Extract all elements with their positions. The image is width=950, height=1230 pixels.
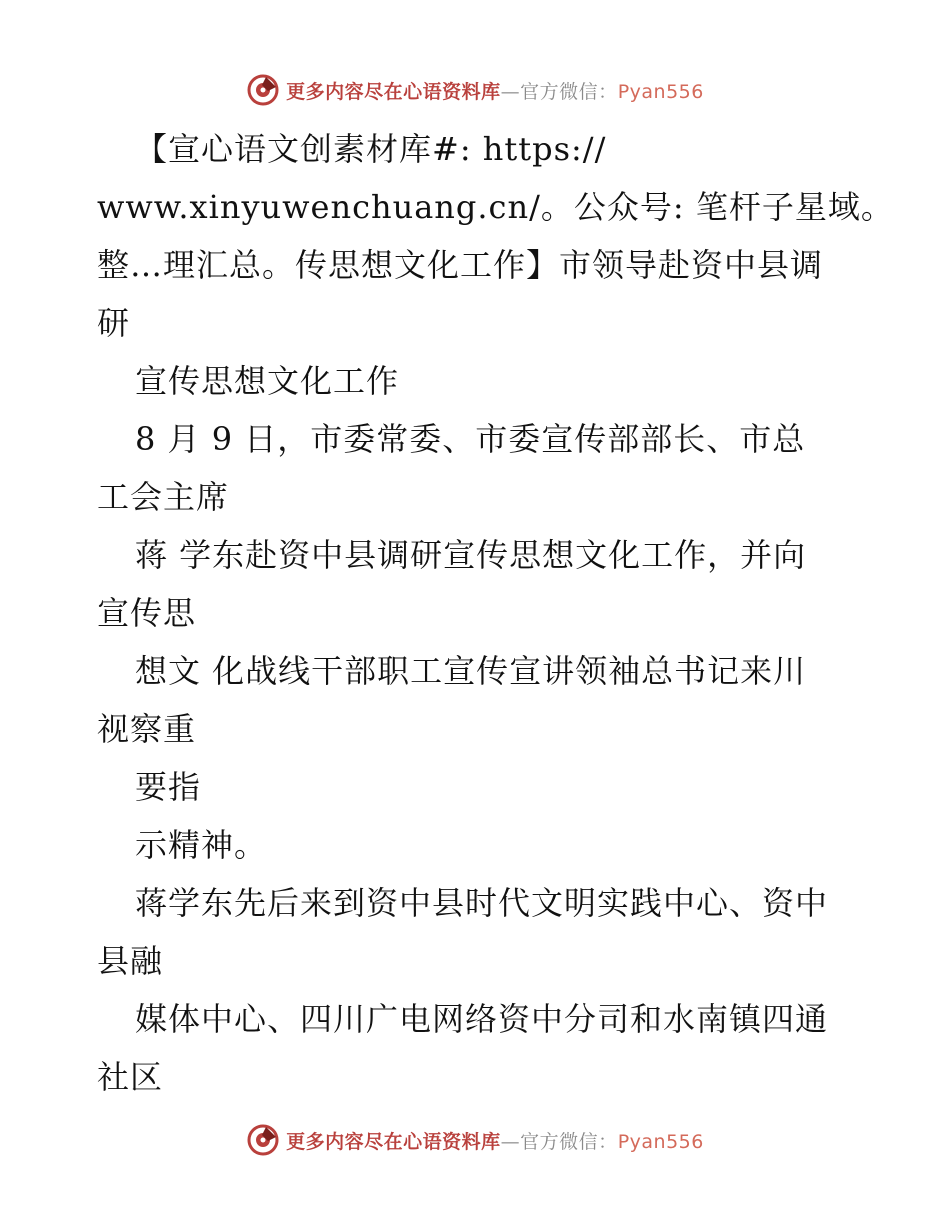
banner-wechat-label: 官方微信： — [520, 1130, 618, 1153]
paragraph-line: 示精神。 — [135, 826, 268, 864]
banner-dash: — — [500, 1130, 521, 1153]
banner-main-text: 更多内容尽在心语资料库 — [286, 1130, 501, 1153]
paragraph-line: 工会主席 — [97, 478, 230, 516]
paragraph-line: 要指 — [135, 768, 202, 806]
header-banner — [0, 70, 950, 110]
banner-label — [286, 77, 704, 104]
pen-circle-logo-icon — [246, 73, 280, 107]
paragraph-line: 想文 化战线干部职工宣传宣讲领袖总书记来川 — [135, 652, 807, 690]
paragraph-line: 宣传思想文化工作 — [135, 362, 400, 400]
banner-main-text: 更多内容尽在心语资料库 — [286, 80, 501, 103]
paragraph-line: 社区 — [97, 1058, 164, 1096]
paragraph-line: 蒋学东先后来到资中县时代文明实践中心、资中 — [135, 884, 829, 922]
paragraph-line: 整…理汇总。传思想文化工作】市领导赴资中县调 — [97, 246, 824, 284]
paragraph-line: 宣传思 — [97, 594, 197, 632]
banner-wechat-id: Pyan556 — [617, 1130, 704, 1153]
paragraph-line: www.xinyuwenchuang.cn/。公众号: 笔杆子星域。 — [97, 188, 894, 226]
paragraph-line: 蒋 学东赴资中县调研宣传思想文化工作，并向 — [135, 536, 807, 574]
paragraph-line: 县融 — [97, 942, 164, 980]
document-body — [97, 120, 894, 1106]
paragraph-line: 视察重 — [97, 710, 197, 748]
banner-wechat-label: 官方微信： — [520, 80, 618, 103]
pen-circle-logo-icon — [246, 1123, 280, 1157]
banner-dash: — — [500, 80, 521, 103]
paragraph-line: 研 — [97, 304, 131, 342]
paragraph-line: 8 月 9 日，市委常委、市委宣传部部长、市总 — [135, 420, 806, 458]
paragraph-line: 媒体中心、四川广电网络资中分司和水南镇四通 — [135, 1000, 829, 1038]
banner-label — [286, 1127, 704, 1154]
banner-wechat-id: Pyan556 — [617, 80, 704, 103]
paragraph-line: 【宣心语文创素材库#: https:// — [135, 130, 607, 168]
footer-banner — [0, 1120, 950, 1160]
